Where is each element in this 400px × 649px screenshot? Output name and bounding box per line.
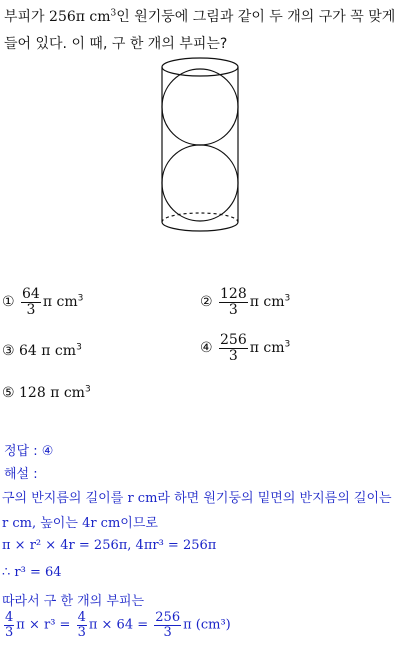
answer-label: 정답 : ④ — [4, 444, 54, 459]
question-line-1 — [4, 6, 395, 26]
explanation-line-5: 따라서 구 한 개의 부피는 — [2, 594, 145, 609]
choice-3[interactable]: ③ 64 π $cm^3$ — [2, 342, 82, 359]
choice-1-fraction: $\frac{64}{3}$ — [22, 286, 40, 318]
choice-4[interactable]: ④ $\frac{256}{3}$ π $cm^3$ — [200, 332, 291, 364]
upper-sphere — [162, 69, 238, 145]
choice-2-fraction: $\frac{128}{3}$ — [220, 286, 247, 318]
cylinder-bottom-front — [162, 222, 238, 231]
choice-2[interactable]: ② $\frac{128}{3}$ π $cm^3$ — [200, 286, 291, 318]
cylinder-figure — [150, 52, 250, 240]
equation-3: $\frac{4}{3}$ π × r³ = $\frac{4}{3}$ π × 64 = $\frac{256}{3}$ π (cm³) — [5, 610, 231, 640]
question-text-b: 인 원기둥에 그림과 같이 두 개의 구가 꼭 맞게 — [116, 9, 396, 25]
question-volume: 256π $cm^3$ — [49, 8, 117, 25]
question-text-a: 부피가 — [4, 9, 45, 25]
explanation-line-2: r cm, 높이는 4r cm이므로 — [2, 516, 158, 531]
choice-5[interactable]: ⑤ 128 π $cm^3$ — [2, 384, 91, 401]
explanation-label: 해설 : — [4, 467, 38, 482]
equation-1: π × r² × 4r = 256π, 4πr³ = 256π — [2, 538, 217, 553]
explanation-line-1: 구의 반지름의 길이를 r cm라 하면 원기둥의 밑면의 반지름의 길이는 — [2, 491, 392, 506]
cylinder-top-ellipse — [162, 58, 238, 76]
choice-1[interactable]: ① $\frac{64}{3}$ π $cm^3$ — [2, 286, 84, 318]
equation-2: ∴ r³ = 64 — [2, 565, 62, 580]
choice-4-fraction: $\frac{256}{3}$ — [220, 332, 247, 364]
lower-sphere — [162, 145, 238, 221]
question-line-2: 들어 있다. 이 때, 구 한 개의 부피는? — [4, 36, 228, 52]
